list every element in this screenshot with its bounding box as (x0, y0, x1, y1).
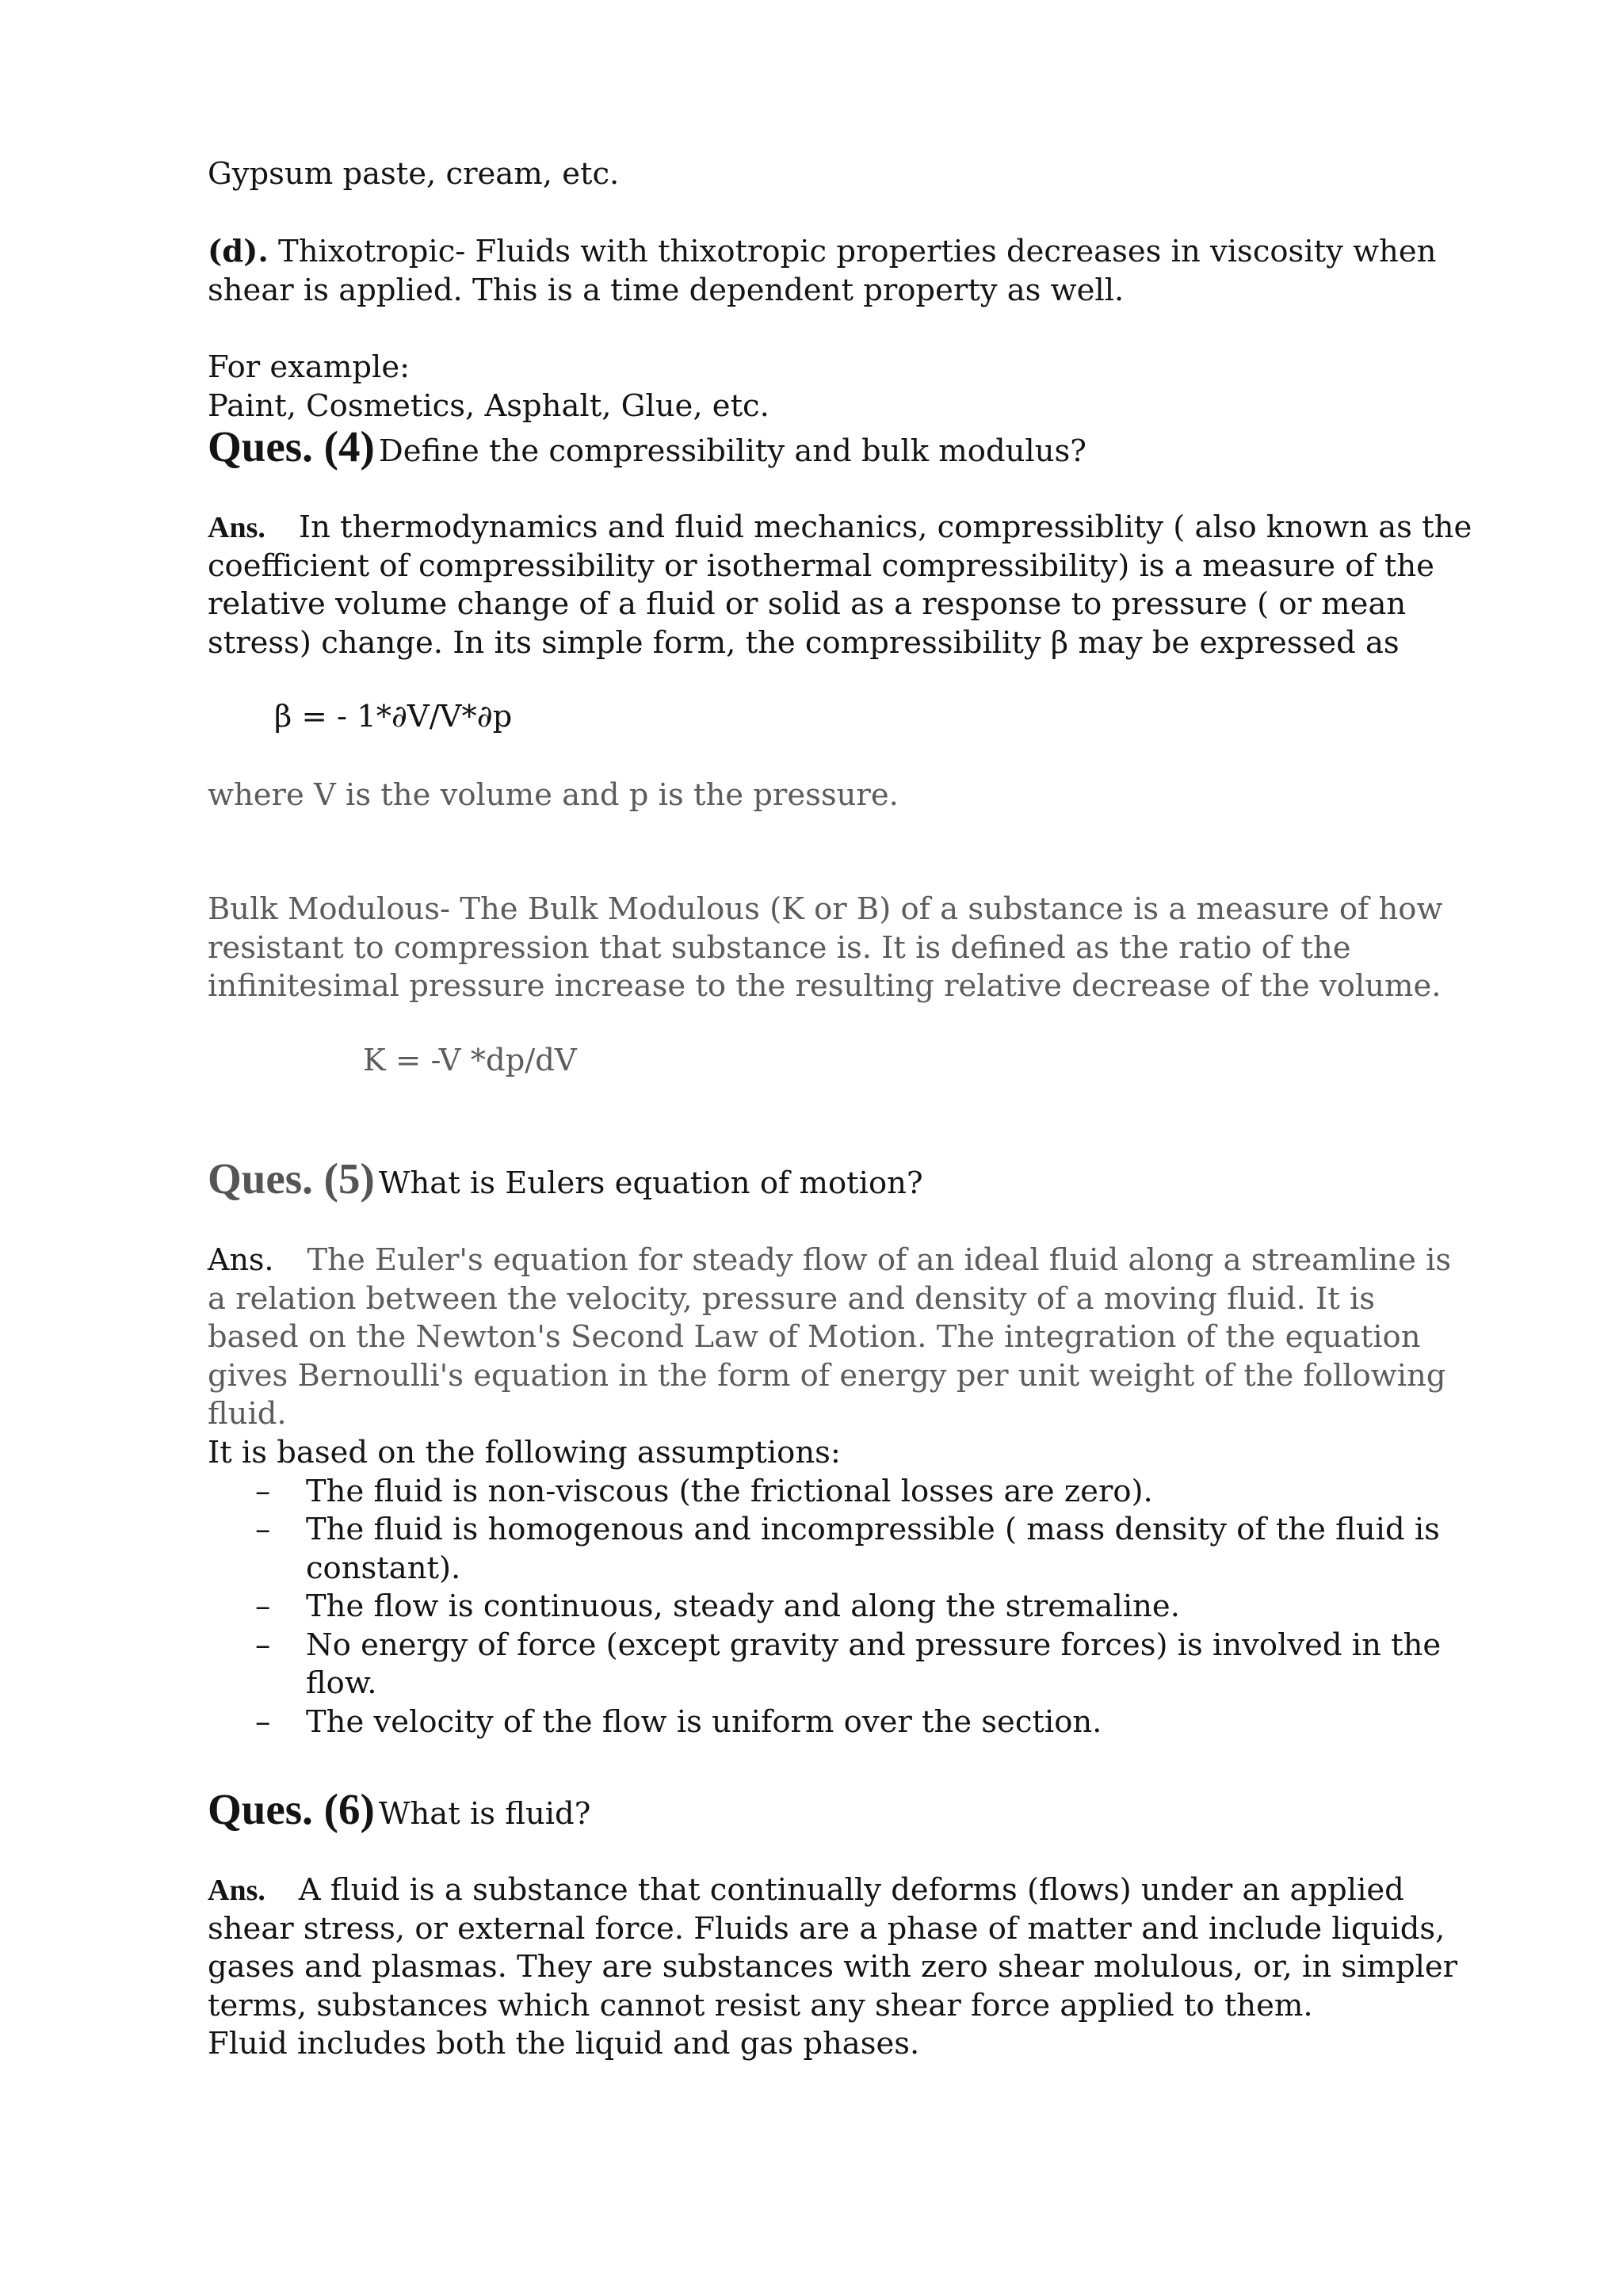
gypsum-text: Gypsum paste, cream, etc. (208, 156, 620, 192)
assumptions-list (208, 1473, 1476, 1742)
bullet-dash: – (255, 1627, 271, 1663)
bullet-dash: – (255, 1512, 271, 1547)
example-text: Paint, Cosmetics, Asphalt, Glue, etc. (208, 387, 769, 424)
formula-explanation (208, 776, 1476, 815)
answer-5-text: The Euler's equation for steady flow of an ideal fluid along a streamline is a relation between the velocity, pressure and density of a moving fluid. It is based on the Newton's Second Law of Motion. The integration of the equation gives Bernoulli's equation in the form of energy per unit weight of the following fluid. (208, 1242, 1452, 1432)
compressibility-formula: β = - 1*∂V/V*∂p (274, 699, 513, 734)
list-item: – No energy of force (except gravity and pressure forces) is involved in the flow. (255, 1627, 1442, 1701)
list-item: – The fluid is non-viscous (the frictional losses are zero). (208, 1473, 1476, 1512)
bullet-dash: – (255, 1473, 271, 1509)
list-item: – The velocity of the flow is uniform over the section. (208, 1703, 1476, 1742)
answer-4-text: In thermodynamics and fluid mechanics, compressiblity ( also known as the coefficient of compressibility or isothermal compressibility) is a measure of the relative volume change of a fluid or solid as a response to pressure ( or mean stress) change. In its simple form, the compressibility β may be expressed as (208, 509, 1472, 661)
bulk-modulus-text: Bulk Modulous- The Bulk Modulous (K or B) of a substance is a measure of how resistant to compression that substance is. It is defined as the ratio of the infinitesimal pressure increase to the resulting relative decrease of the volume. (208, 891, 1443, 1004)
intro-line (208, 155, 1476, 194)
assumptions-intro: It is based on the following assumptions: (208, 1435, 841, 1470)
bullet-dash: – (255, 1703, 271, 1740)
answer-6-text: A fluid is a substance that continually deforms (flows) under an applied shear stress, or external force. Fluids are a phase of matter and include liquids, gases and plasmas. They are substances with zero shear molulous, or, in simpler terms, substances which cannot resist any shear force applied to them. (208, 1872, 1458, 2023)
answer-4-paragraph (208, 509, 1476, 662)
bulk-modulus-paragraph (208, 891, 1476, 1006)
answer-5-label: Ans. (208, 1242, 274, 1277)
question-5-heading (208, 1154, 923, 1203)
assumptions-block (208, 1434, 1476, 1741)
example-block (208, 349, 1476, 425)
question-6-heading (208, 1784, 590, 1834)
answer-4-label: Ans. (208, 511, 265, 544)
bullet-dash: – (255, 1589, 271, 1624)
question-4-text: Define the compressibility and bulk modulus? (378, 433, 1086, 469)
question-5-label: Ques. (5) (208, 1154, 375, 1203)
list-item: – The fluid is homogenous and incompressible ( mass density of the fluid is constant). (255, 1512, 1440, 1586)
bulk-modulus-formula: K = -V *dp/dV (363, 1043, 577, 1078)
example-label: For example: (208, 349, 411, 385)
question-4-heading (208, 421, 1086, 471)
thixotropic-text: Thixotropic- Fluids with thixotropic properties decreases in viscosity when shear is applied. This is a time dependent property as well. (208, 234, 1437, 308)
question-6-text: What is fluid? (378, 1796, 591, 1832)
answer-6-label: Ans. (208, 1874, 265, 1907)
thixotropic-paragraph (208, 233, 1476, 310)
fluid-footer-text: Fluid includes both the liquid and gas phases. (208, 2026, 920, 2061)
question-4-label: Ques. (4) (208, 422, 375, 471)
answer-5-paragraph (208, 1241, 1476, 1434)
question-5-text: What is Eulers equation of motion? (378, 1165, 923, 1201)
answer-6-paragraph (208, 1871, 1476, 2064)
list-item: – The flow is continuous, steady and along the stremaline. (208, 1588, 1476, 1627)
thixotropic-label: (d). (208, 234, 269, 269)
question-6-label: Ques. (6) (208, 1785, 375, 1833)
where-text: where V is the volume and p is the pressure. (208, 777, 899, 813)
